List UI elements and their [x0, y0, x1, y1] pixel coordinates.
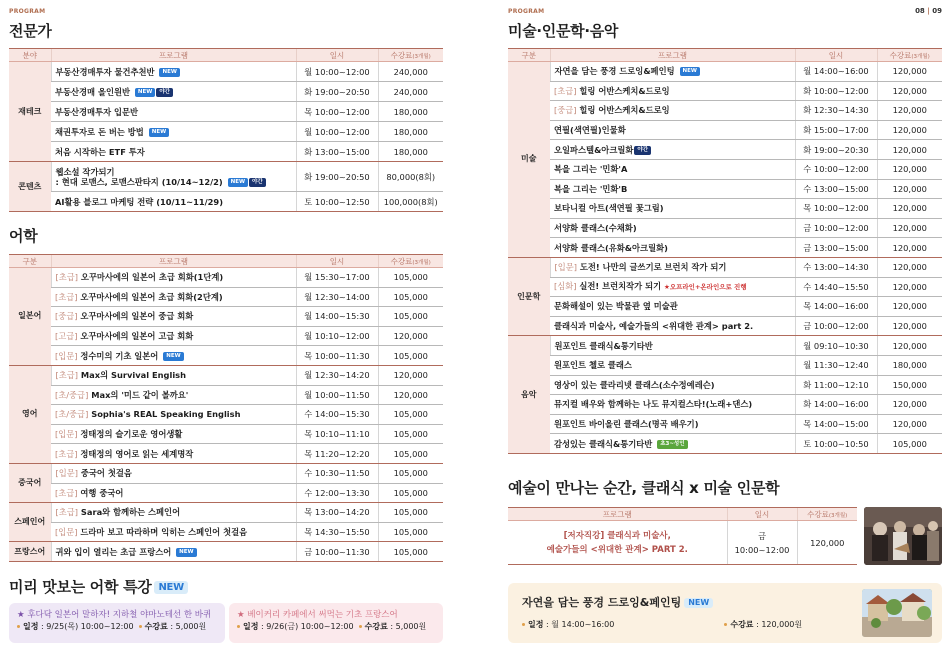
new-badge: NEW [149, 128, 169, 137]
col-header-category: 구분 [508, 49, 550, 62]
table-row[interactable] [9, 268, 443, 288]
program-tag: PROGRAM [9, 8, 46, 15]
program-cell: [초급] Sara와 함께하는 스페인어 [51, 503, 296, 523]
category-cell: 일본어 [9, 268, 51, 366]
date-cell: 월 14:00~15:30 [296, 307, 378, 327]
date-cell: 월 11:30~12:40 [795, 355, 877, 375]
featured-title: 자연을 담는 풍경 드로잉&페인팅 NEW [522, 595, 928, 611]
table-row[interactable] [9, 82, 443, 102]
table-row[interactable] [508, 159, 942, 179]
date-cell: 목 10:00~12:00 [795, 199, 877, 219]
date-cell: 금 10:00~12:00 [795, 316, 877, 336]
program-cell: [입문] 드라마 보고 따라하며 익히는 스페인어 첫걸음 [51, 522, 296, 542]
category-cell: 미술 [508, 62, 550, 258]
fee-cell: 120,000 [877, 218, 942, 238]
level-label: [입문] [554, 262, 578, 273]
date-cell: 수 10:00~12:00 [795, 159, 877, 179]
program-cell: 부동산경매투자 물건추천반 NEW [51, 62, 296, 82]
new-badge: NEW [228, 178, 248, 187]
level-label: [고급] [55, 331, 78, 342]
fee-cell: 180,000 [877, 355, 942, 375]
category-cell: 중국어 [9, 463, 51, 502]
right-page [478, 0, 950, 647]
fee-cell: 120,000 [877, 101, 942, 121]
table-row[interactable] [9, 503, 443, 523]
date-cell: 목 14:00~16:00 [795, 297, 877, 317]
table-row[interactable] [9, 424, 443, 444]
date-cell: 화 13:00~15:00 [296, 142, 378, 162]
table-row[interactable] [508, 434, 942, 454]
program-cell: 귀와 입이 열리는 초급 프랑스어 NEW [51, 542, 296, 562]
table-row[interactable] [508, 238, 942, 258]
level-label: [초/중급] [55, 389, 89, 400]
col-header-fee: 수강료(3개월) [797, 508, 857, 521]
fee-cell: 120,000 [877, 316, 942, 336]
program-cell: 원포인트 바이올린 클래스(명곡 배우기) [550, 414, 795, 434]
section-title-arts: 미술·인문학·음악 [508, 22, 619, 40]
program-cell: 보타니컬 아트(색연필 꽃그림) [550, 199, 795, 219]
bullet-icon [724, 623, 727, 626]
date-cell: 화 14:00~16:00 [795, 395, 877, 415]
date-cell: 금 10:00~12:00 [727, 521, 797, 565]
date-cell: 월 10:10~12:00 [296, 326, 378, 346]
fee-cell: 105,000 [378, 483, 443, 503]
date-cell: 목 10:00~11:30 [296, 346, 378, 366]
category-cell: 음악 [508, 336, 550, 454]
fee-cell: 240,000 [378, 82, 443, 102]
table-row[interactable] [508, 140, 942, 160]
program-cell: [고급] 오꾸마사에의 일본어 고급 회화 [51, 326, 296, 346]
program-cell: 복을 그리는 '민화'B [550, 179, 795, 199]
col-header-program: 프로그램 [51, 49, 296, 62]
special-card-french[interactable] [229, 603, 443, 643]
program-cell: [초급] 오꾸마사에의 일본어 초급 회화(2단계) [51, 287, 296, 307]
table-row[interactable] [508, 395, 942, 415]
program-cell: [입문] 도전! 나만의 글쓰기로 브런치 작가 되기 [550, 257, 795, 277]
table-row[interactable] [9, 346, 443, 366]
date-cell: 화 10:00~12:00 [795, 81, 877, 101]
program-cell: [심화] 실전! 브런치작가 되기 ★오프라인+온라인으로 진행 [550, 277, 795, 297]
fee-cell: 120,000 [877, 395, 942, 415]
date-cell: 월 12:30~14:00 [296, 287, 378, 307]
special-card-japanese[interactable] [9, 603, 225, 643]
fee-cell: 80,000(8회) [378, 162, 443, 192]
table-row[interactable] [508, 179, 942, 199]
level-label: [초급] [55, 487, 78, 498]
table-row[interactable] [508, 62, 942, 82]
col-header-date: 일시 [296, 49, 378, 62]
fee-cell: 120,000 [877, 257, 942, 277]
program-cell: [입문] 정수미의 기초 일본어 NEW [51, 346, 296, 366]
date-cell: 화 12:30~14:30 [795, 101, 877, 121]
program-tag: PROGRAM [508, 8, 545, 15]
fee-cell: 150,000 [877, 375, 942, 395]
table-row[interactable] [508, 199, 942, 219]
date-cell: 목 11:20~12:20 [296, 444, 378, 464]
bullet-icon [359, 625, 362, 628]
col-header-program: 프로그램 [508, 508, 727, 521]
col-header-program: 프로그램 [550, 49, 795, 62]
date-cell: 토 10:00~10:50 [795, 434, 877, 454]
program-cell: 서양화 클래스(수채화) [550, 218, 795, 238]
col-header-fee: 수강료(3개월) [378, 49, 443, 62]
level-label: [초급] [55, 291, 78, 302]
fee-cell: 105,000 [378, 522, 443, 542]
night-badge: 야간 [634, 146, 651, 155]
date-cell: 목 10:00~12:00 [296, 102, 378, 122]
table-row[interactable] [9, 326, 443, 346]
page-number: 08 | 09 [915, 7, 942, 15]
fee-cell: 105,000 [378, 268, 443, 288]
bullet-icon [139, 625, 142, 628]
date-cell: 월 14:00~16:00 [795, 62, 877, 82]
section-title-language: 어학 [9, 227, 38, 245]
date-cell: 월 10:00~12:00 [296, 62, 378, 82]
table-row[interactable] [508, 316, 942, 336]
program-cell: [초급] 정태정의 영어로 읽는 세계명작 [51, 444, 296, 464]
fee-cell: 120,000 [877, 120, 942, 140]
classic-art-table [508, 507, 857, 565]
category-cell: 인문학 [508, 257, 550, 335]
program-cell: 오일파스텔&아크릴화 야간 [550, 140, 795, 160]
new-badge: NEW [159, 68, 179, 77]
level-label: [초급] [55, 507, 79, 518]
fee-cell: 180,000 [378, 102, 443, 122]
table-row[interactable] [9, 444, 443, 464]
category-cell: 영어 [9, 365, 51, 463]
fee-cell: 120,000 [877, 62, 942, 82]
program-cell: 영상이 있는 클라리넷 클래스(소수정예레슨) [550, 375, 795, 395]
program-cell: [초급] Max의 Survival English [51, 365, 296, 385]
table-row[interactable] [508, 297, 942, 317]
program-cell: [중급] 오꾸마사에의 일본어 중급 회화 [51, 307, 296, 327]
date-cell: 목 14:30~15:50 [296, 522, 378, 542]
fee-cell: 100,000(8회) [378, 192, 443, 212]
featured-drawing-card[interactable] [508, 583, 942, 643]
program-cell: 서양화 클래스(유화&아크릴화) [550, 238, 795, 258]
table-row[interactable] [9, 385, 443, 405]
date-cell: 수 10:30~11:50 [296, 463, 378, 483]
program-cell: [초급] 여행 중국어 [51, 483, 296, 503]
program-cell: 부동산경매 올인원반 NEW 야간 [51, 82, 296, 102]
date-cell: 목 13:00~14:20 [296, 503, 378, 523]
col-header-date: 일시 [296, 255, 378, 268]
category-cell: 콘텐츠 [9, 162, 51, 212]
program-cell: [초/중급] Max의 '미드 같이 볼까요' [51, 385, 296, 405]
category-cell: 스페인어 [9, 503, 51, 542]
category-cell: 프랑스어 [9, 542, 51, 562]
table-row[interactable] [9, 307, 443, 327]
special-card-title: ★ 후다닥 일본어 말하자! 지하철 야마노테선 한 바퀴 [17, 610, 212, 620]
program-cell: 처음 시작하는 ETF 투자 [51, 142, 296, 162]
date-cell: 수 13:00~14:30 [795, 257, 877, 277]
fee-cell: 105,000 [378, 307, 443, 327]
table-row[interactable] [508, 375, 942, 395]
arts-table [508, 48, 942, 454]
special-card-info: 일정 : 9/26(금) 10:00~12:00 수강료 : 5,000원 [237, 621, 435, 633]
date-cell: 화 11:00~12:10 [795, 375, 877, 395]
table-row[interactable] [9, 122, 443, 142]
date-cell: 화 15:00~17:00 [795, 120, 877, 140]
fee-cell: 105,000 [378, 463, 443, 483]
classic-art-painting-image [864, 507, 942, 565]
new-badge: NEW [680, 67, 700, 76]
table-row[interactable] [9, 287, 443, 307]
fee-cell: 120,000 [797, 521, 857, 565]
table-row[interactable] [508, 414, 942, 434]
table-row[interactable] [9, 365, 443, 385]
col-header-fee: 수강료(3개월) [877, 49, 942, 62]
table-row[interactable] [508, 336, 942, 356]
fee-cell: 105,000 [378, 405, 443, 425]
featured-info: 일정 : 월 14:00~16:00 수강료 : 120,000원 [522, 619, 928, 631]
date-cell: 월 12:30~14:20 [296, 365, 378, 385]
fee-cell: 105,000 [378, 444, 443, 464]
level-label: [초급] [55, 272, 79, 283]
program-cell: AI활용 블로그 마케팅 전략 (10/11~11/29) [51, 192, 296, 212]
program-cell: [저자직강] 클래식과 미술사, 예술가들의 <위대한 관계> PART 2. [508, 521, 727, 565]
fee-cell: 105,000 [378, 346, 443, 366]
fee-cell: 120,000 [877, 81, 942, 101]
bullet-icon [17, 625, 20, 628]
new-badge: NEW [154, 581, 187, 594]
program-cell: 채권투자로 돈 버는 방법 NEW [51, 122, 296, 142]
level-label: [초급] [554, 85, 577, 96]
night-badge: 야간 [156, 88, 173, 97]
program-cell: 클래식과 미술사, 예술가들의 <위대한 관계> part 2. [550, 316, 795, 336]
language-table [9, 254, 443, 562]
fee-cell: 120,000 [378, 385, 443, 405]
fee-cell: 120,000 [877, 336, 942, 356]
fee-cell: 120,000 [877, 414, 942, 434]
section-title-classic-art: 예술이 만나는 순간, 클래식 x 미술 인문학 [508, 479, 780, 497]
fee-cell: 120,000 [877, 140, 942, 160]
section-title-special: 미리 맛보는 어학 특강 NEW [9, 578, 188, 596]
bullet-icon [237, 625, 240, 628]
program-cell: 문화해설이 있는 박물관 옆 미술관 [550, 297, 795, 317]
program-cell: 뮤지컬 배우와 함께하는 나도 뮤지컬스타!(노래+댄스) [550, 395, 795, 415]
date-cell: 금 10:00~12:00 [795, 218, 877, 238]
fee-cell: 180,000 [378, 142, 443, 162]
fee-cell: 105,000 [378, 424, 443, 444]
fee-cell: 105,000 [378, 287, 443, 307]
date-cell: 월 15:30~17:00 [296, 268, 378, 288]
level-label: [입문] [55, 429, 78, 440]
new-badge: NEW [163, 352, 183, 361]
date-cell: 금 10:00~11:30 [296, 542, 378, 562]
col-header-program: 프로그램 [51, 255, 296, 268]
table-row[interactable] [9, 522, 443, 542]
special-card-title: ★ 베이커리 카페에서 써먹는 기초 프랑스어 [237, 610, 398, 620]
program-cell: [초/중급] Sophia's REAL Speaking English [51, 405, 296, 425]
fee-cell: 120,000 [378, 326, 443, 346]
special-card-info: 일정 : 9/25(목) 10:00~12:00 수강료 : 5,000원 [17, 621, 217, 633]
date-cell: 토 10:00~12:50 [296, 192, 378, 212]
fee-cell: 180,000 [378, 122, 443, 142]
table-row[interactable] [9, 483, 443, 503]
program-cell: [초급] 오꾸마사에의 일본어 초급 회화(1단계) [51, 268, 296, 288]
program-cell: [중급] 힐링 어반스케치&드로잉 [550, 101, 795, 121]
fee-cell: 105,000 [877, 434, 942, 454]
date-cell: 수 14:00~15:30 [296, 405, 378, 425]
level-label: [초급] [55, 370, 79, 381]
level-label: [중급] [55, 311, 78, 322]
level-label: [입문] [55, 527, 78, 538]
fee-cell: 120,000 [877, 159, 942, 179]
col-header-category: 분야 [9, 49, 51, 62]
new-badge: NEW [135, 88, 155, 97]
level-label: [초/중급] [55, 409, 89, 420]
date-cell: 수 12:00~13:30 [296, 483, 378, 503]
program-cell: 원포인트 클래식&통기타반 [550, 336, 795, 356]
level-label: [입문] [55, 350, 78, 361]
table-row[interactable] [508, 277, 942, 297]
level-label: [입문] [55, 468, 79, 479]
program-cell: 연필(색연필)인물화 [550, 120, 795, 140]
table-row[interactable] [9, 405, 443, 425]
table-row[interactable] [508, 81, 942, 101]
level-label: [초급] [55, 448, 78, 459]
program-cell: [입문] 정태정의 슬기로운 영어생활 [51, 424, 296, 444]
table-row[interactable] [508, 257, 942, 277]
date-cell: 목 10:10~11:10 [296, 424, 378, 444]
date-cell: 목 14:00~15:00 [795, 414, 877, 434]
program-cell: [초급] 힐링 어반스케치&드로잉 [550, 81, 795, 101]
date-cell: 월 10:00~12:00 [296, 122, 378, 142]
table-row[interactable] [9, 102, 443, 122]
date-cell: 수 13:00~15:00 [795, 179, 877, 199]
table-row[interactable] [508, 120, 942, 140]
col-header-date: 일시 [727, 508, 797, 521]
category-cell: 재테크 [9, 62, 51, 162]
program-cell: 복을 그리는 '민화'A [550, 159, 795, 179]
fee-cell: 120,000 [877, 238, 942, 258]
date-cell: 금 13:00~15:00 [795, 238, 877, 258]
col-header-category: 구분 [9, 255, 51, 268]
date-cell: 수 14:40~15:50 [795, 277, 877, 297]
table-row[interactable] [9, 463, 443, 483]
table-row[interactable] [9, 62, 443, 82]
date-cell: 화 19:00~20:30 [795, 140, 877, 160]
night-badge: 야간 [249, 178, 266, 187]
table-row[interactable] [508, 355, 942, 375]
date-cell: 화 19:00~20:50 [296, 82, 378, 102]
table-row[interactable] [508, 101, 942, 121]
date-cell: 화 19:00~20:50 [296, 162, 378, 192]
age-badge: 초3~성인 [657, 440, 687, 449]
fee-cell: 120,000 [877, 179, 942, 199]
table-row[interactable] [9, 542, 443, 562]
note-label: ★오프라인+온라인으로 진행 [664, 283, 747, 292]
program-cell: 부동산경매투자 입문반 [51, 102, 296, 122]
program-cell: 자연을 담는 풍경 드로잉&페인팅 NEW [550, 62, 795, 82]
fee-cell: 120,000 [877, 297, 942, 317]
program-cell: 웹소설 작가되기 : 현대 로맨스, 로맨스판타지 (10/14~12/2) NEW 야간 [51, 162, 296, 192]
fee-cell: 120,000 [378, 365, 443, 385]
landscape-painting-image [862, 589, 932, 637]
fee-cell: 105,000 [378, 503, 443, 523]
table-row[interactable] [508, 218, 942, 238]
table-row[interactable] [9, 162, 443, 192]
level-label: [중급] [554, 105, 577, 116]
level-label: [심화] [554, 281, 577, 292]
col-header-date: 일시 [795, 49, 877, 62]
expert-table [9, 48, 443, 212]
col-header-fee: 수강료(3개월) [378, 255, 443, 268]
date-cell: 월 10:00~11:50 [296, 385, 378, 405]
table-row[interactable] [9, 142, 443, 162]
table-row[interactable] [508, 521, 857, 565]
fee-cell: 120,000 [877, 277, 942, 297]
program-cell: [입문] 중국어 첫걸음 [51, 463, 296, 483]
section-title-expert: 전문가 [9, 22, 52, 40]
program-cell: 원포인트 첼로 클래스 [550, 355, 795, 375]
fee-cell: 120,000 [877, 199, 942, 219]
bullet-icon [522, 623, 525, 626]
date-cell: 월 09:10~10:30 [795, 336, 877, 356]
new-badge: NEW [176, 548, 196, 557]
table-row[interactable] [9, 192, 443, 212]
fee-cell: 240,000 [378, 62, 443, 82]
program-cell: 감성있는 클래식&통기타반 초3~성인 [550, 434, 795, 454]
fee-cell: 105,000 [378, 542, 443, 562]
new-badge: NEW [684, 598, 713, 608]
